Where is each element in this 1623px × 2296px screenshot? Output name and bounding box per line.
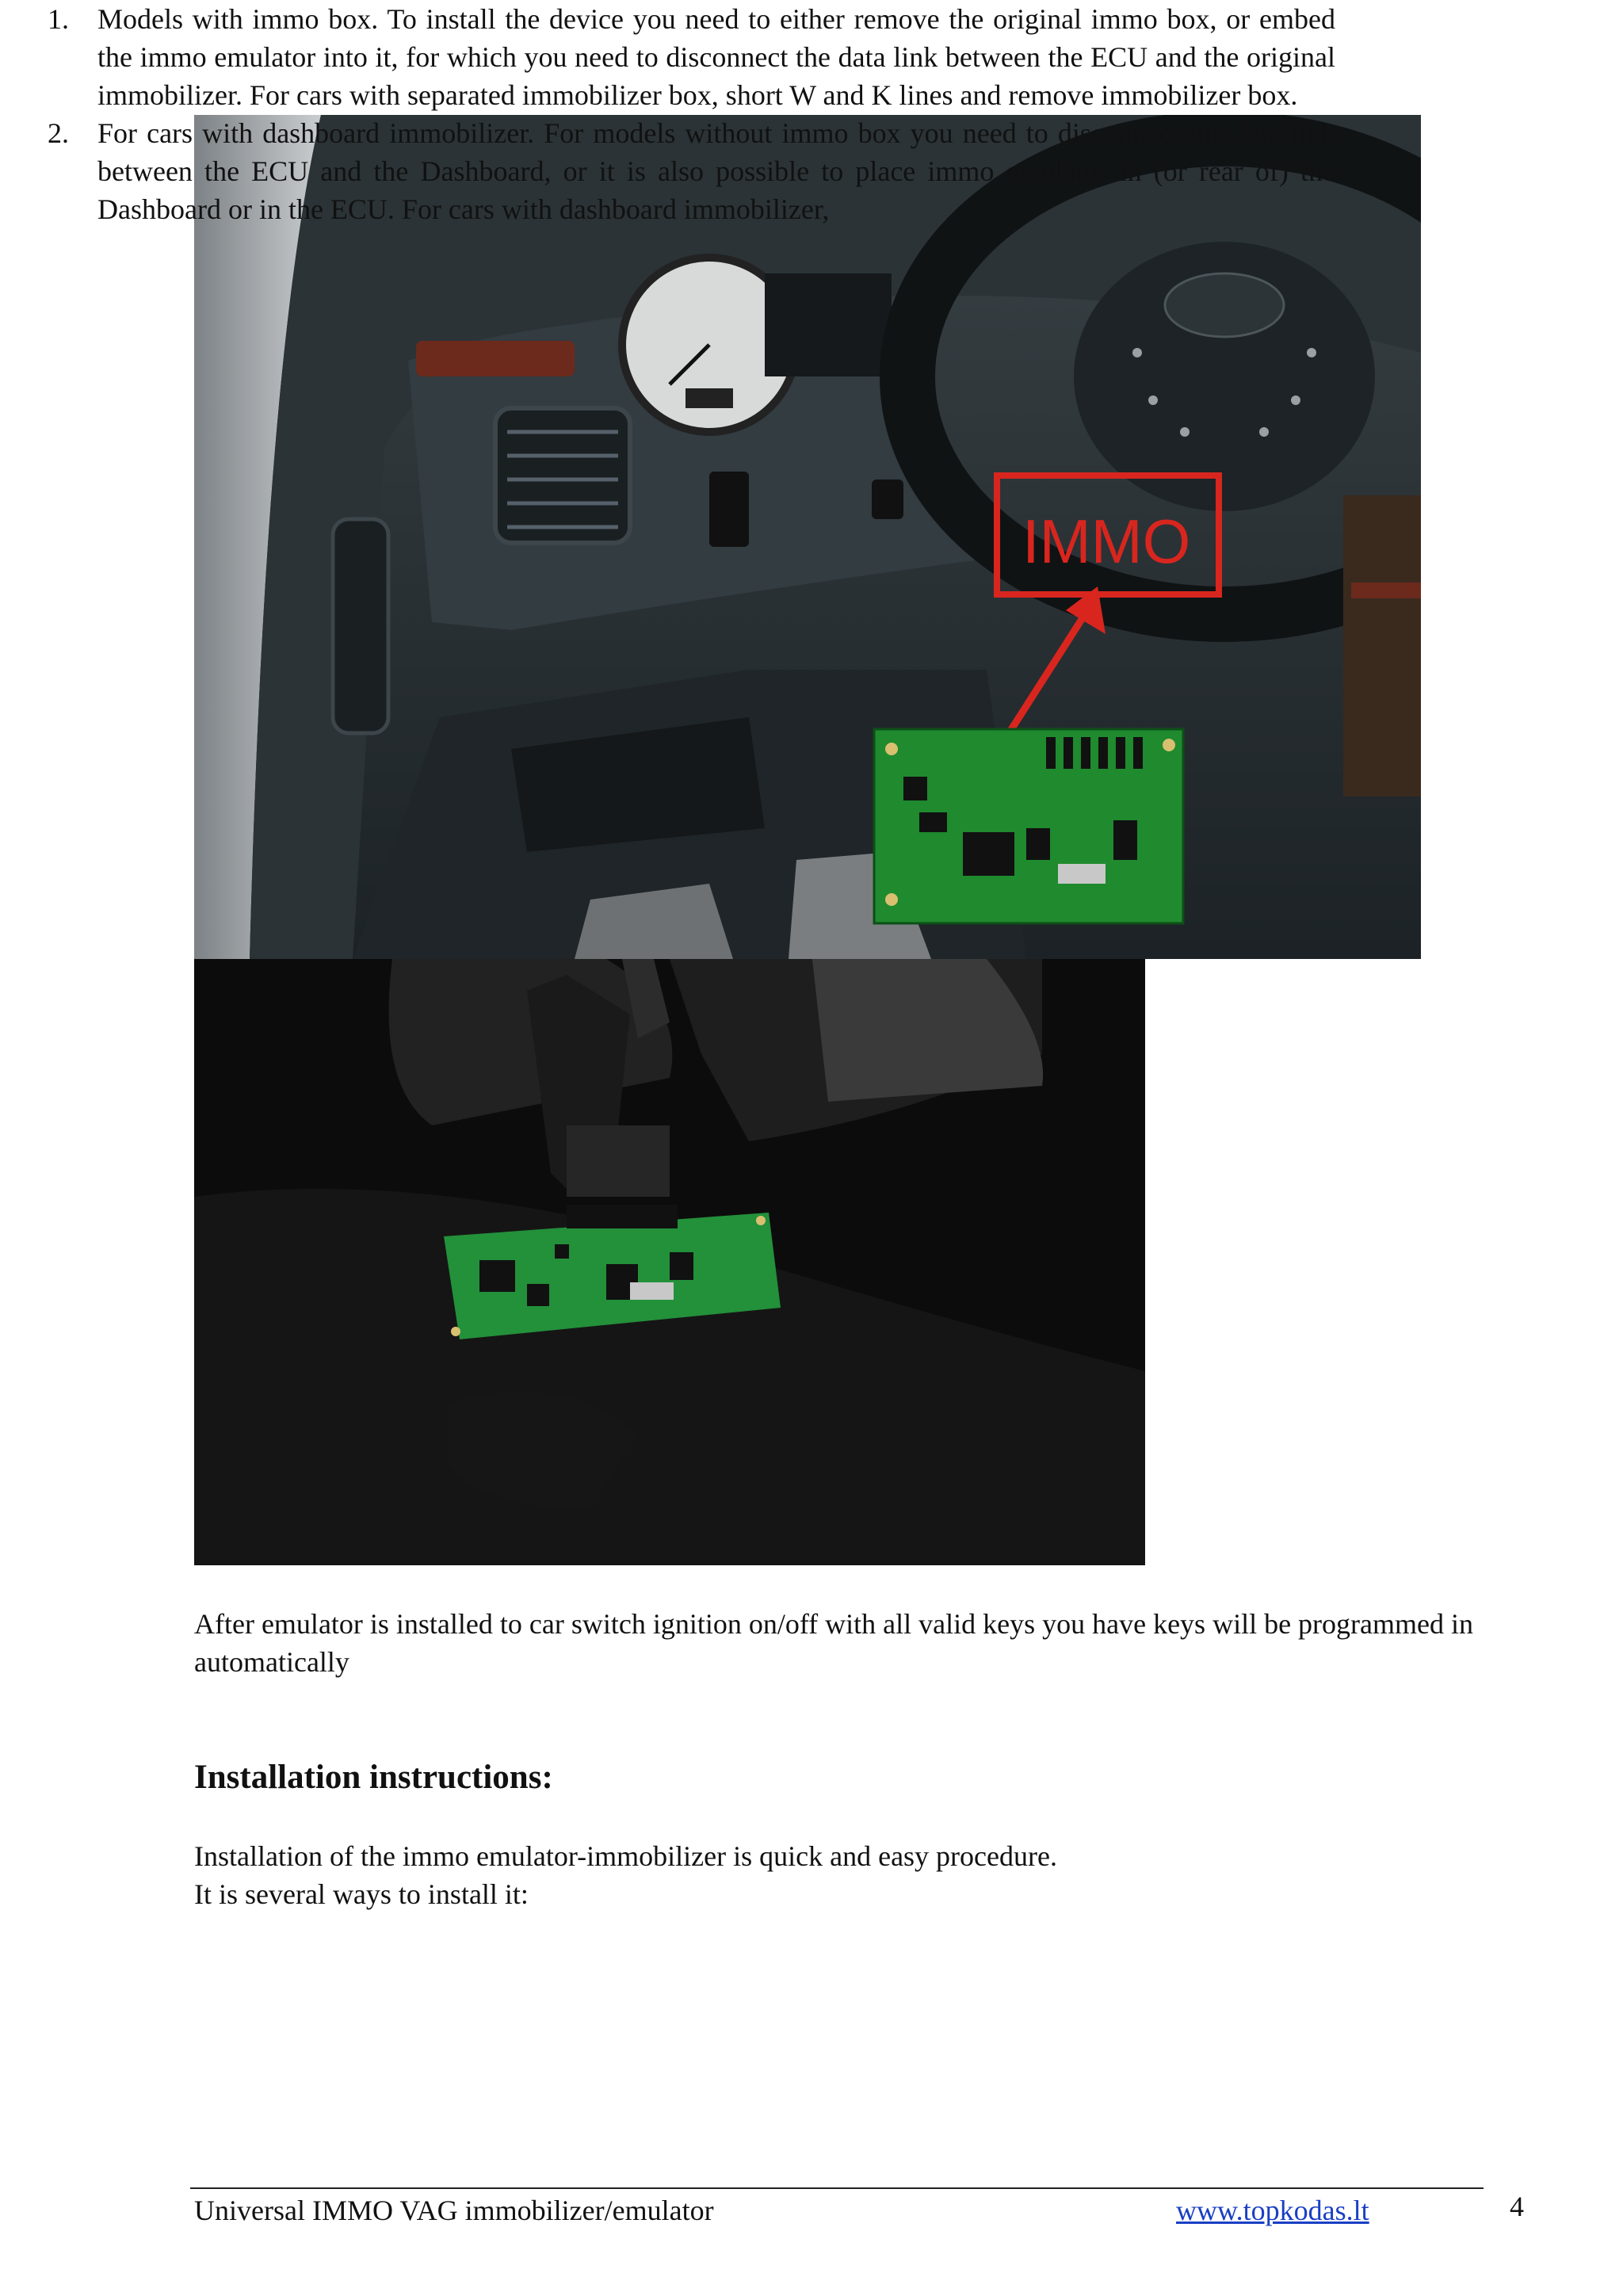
list-item	[0, 114, 1335, 228]
intro-lines	[194, 1837, 1526, 1913]
list-number: 1.	[48, 3, 69, 35]
footer-divider	[190, 2187, 1484, 2189]
intro-line: Installation of the immo emulator-immobilizer is quick and easy procedure.	[194, 1840, 1057, 1872]
list-item	[0, 0, 1335, 114]
page-number: 4	[1510, 2191, 1524, 2222]
dashboard-photo	[194, 115, 1421, 959]
immo-callout-label: IMMO	[1022, 506, 1191, 576]
intro-line: It is several ways to install it:	[194, 1878, 529, 1910]
floor-photo	[194, 959, 1145, 1565]
section-heading: Installation instructions:	[194, 1759, 553, 1796]
list-number: 2.	[48, 117, 69, 149]
list-text: For cars with dashboard immobilizer. For models without immo box you need to disconnect the data link between the ECU and the Dashboard, or it is also possible to place immo emulator in (or rear of) the Dashboard or in the ECU. For cars with dashboard immobilizer,	[97, 117, 1335, 225]
intro-paragraph: After emulator is installed to car switch ignition on/off with all valid keys you have keys will be programmed in automatically	[194, 1608, 1473, 1678]
list-text: Models with immo box. To install the device you need to either remove the original immo box, or embed the immo emulator into it, for which you need to disconnect the data link between the ECU and the original immobilizer. For cars with separated immobilizer box, short W and K lines and remove immobilizer box.	[97, 3, 1335, 111]
footer-website-link[interactable]: www.topkodas.lt	[1176, 2195, 1369, 2226]
install-method-list	[0, 0, 1335, 228]
footer-title: Universal IMMO VAG immobilizer/emulator	[194, 2195, 714, 2226]
